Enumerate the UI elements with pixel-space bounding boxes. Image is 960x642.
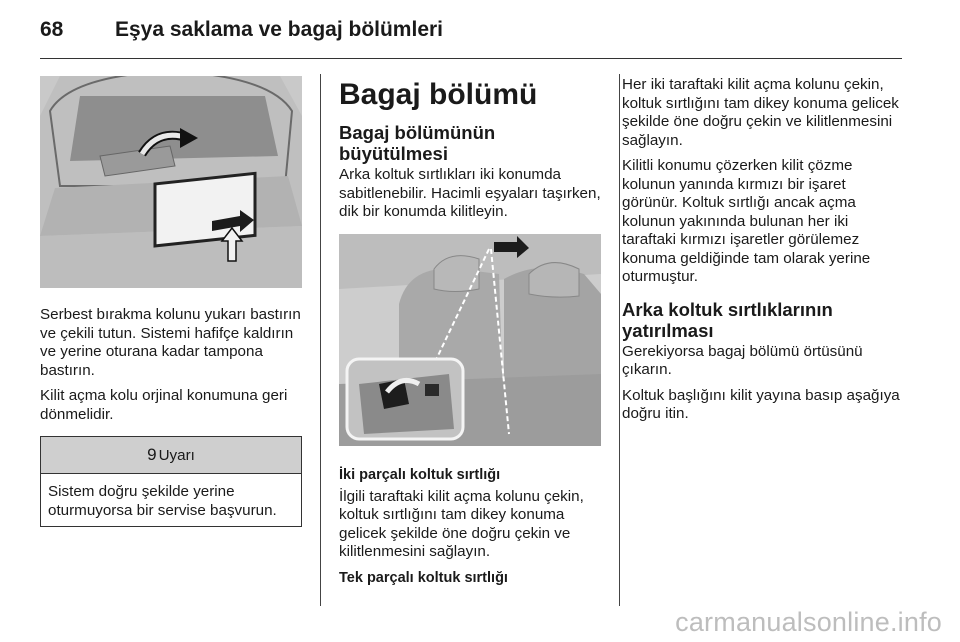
column-right bbox=[622, 76, 904, 431]
rear-seat-illustration bbox=[339, 234, 601, 446]
subsection-title: Tek parçalı koltuk sırtlığı bbox=[339, 569, 508, 586]
column-divider bbox=[619, 74, 620, 606]
subsection-paragraph: İlgili taraftaki kilit açma kolunu çekin, koltuk sırtlığını tam dikey konuma gelicek şekilde öne doğru çekin ve kilitlenmesini sağlayın. bbox=[339, 487, 584, 560]
column-middle bbox=[339, 76, 601, 591]
instruction-paragraph: Kilit açma kolu orjinal konumuna geri dönmelidir. bbox=[40, 387, 288, 423]
page-header bbox=[0, 0, 960, 62]
rear-seat-backrest-release-illustration-icon bbox=[339, 234, 601, 446]
body-paragraph: Kilitli konumu çözerken kilit çözme kolunun yanında kırmızı bir işaret görünür. Koltuk sırtlığı ancak açma kolunun yakınında bulunan her iki taraftaki kırmızı işaretler görülemez konuma geldiğinde tam olarak yerine oturmuştur. bbox=[622, 157, 871, 285]
warning-body bbox=[41, 474, 301, 526]
watermark: carmanualsonline.info bbox=[675, 607, 942, 637]
warning-header bbox=[41, 437, 301, 474]
trunk-floor-illustration bbox=[40, 76, 302, 288]
subsection-title: İki parçalı koltuk sırtlığı bbox=[339, 466, 501, 483]
instruction-paragraph: Serbest bırakma kolunu yukarı bastırın ve çekili tutun. Sistemi hafifçe kaldırın ve yerine oturana kadar tampona bastırın. bbox=[40, 306, 301, 379]
warning-text: Sistem doğru şekilde yerine oturmuyorsa bir servise başvurun. bbox=[48, 483, 277, 519]
chapter-title: Eşya saklama ve bagaj bölümleri bbox=[115, 18, 444, 41]
section-heading: Arka koltuk sırtlıklarının yatırılması bbox=[622, 298, 833, 341]
column-divider bbox=[320, 74, 321, 606]
section-title: Bagaj bölümü bbox=[339, 78, 538, 111]
warning-triangle-icon: 9 bbox=[147, 445, 157, 464]
page-number: 68 bbox=[40, 18, 64, 41]
body-paragraph: Gerekiyorsa bagaj bölümü örtüsünü çıkarın. bbox=[622, 342, 863, 378]
intro-paragraph: Arka koltuk sırtlıkları iki konumda sabitlenebilir. Hacimli eşyaları taşırken, dik bir konumda kilitleyin. bbox=[339, 166, 601, 220]
section-subtitle: Bagaj bölümünün büyütülmesi bbox=[339, 122, 496, 164]
trunk-floor-release-illustration-icon bbox=[40, 76, 302, 288]
body-paragraph: Koltuk başlığını kilit yayına basıp aşağıya doğru itin. bbox=[622, 386, 900, 422]
warning-box bbox=[40, 436, 302, 527]
header-rule bbox=[40, 58, 902, 59]
column-left bbox=[40, 76, 302, 527]
body-paragraph: Her iki taraftaki kilit açma kolunu çekin, koltuk sırtlığını tam dikey konuma gelicek şekilde öne doğru çekin ve kilitlenmesini sağlayın. bbox=[622, 76, 899, 149]
warning-title: Uyarı bbox=[158, 446, 195, 464]
